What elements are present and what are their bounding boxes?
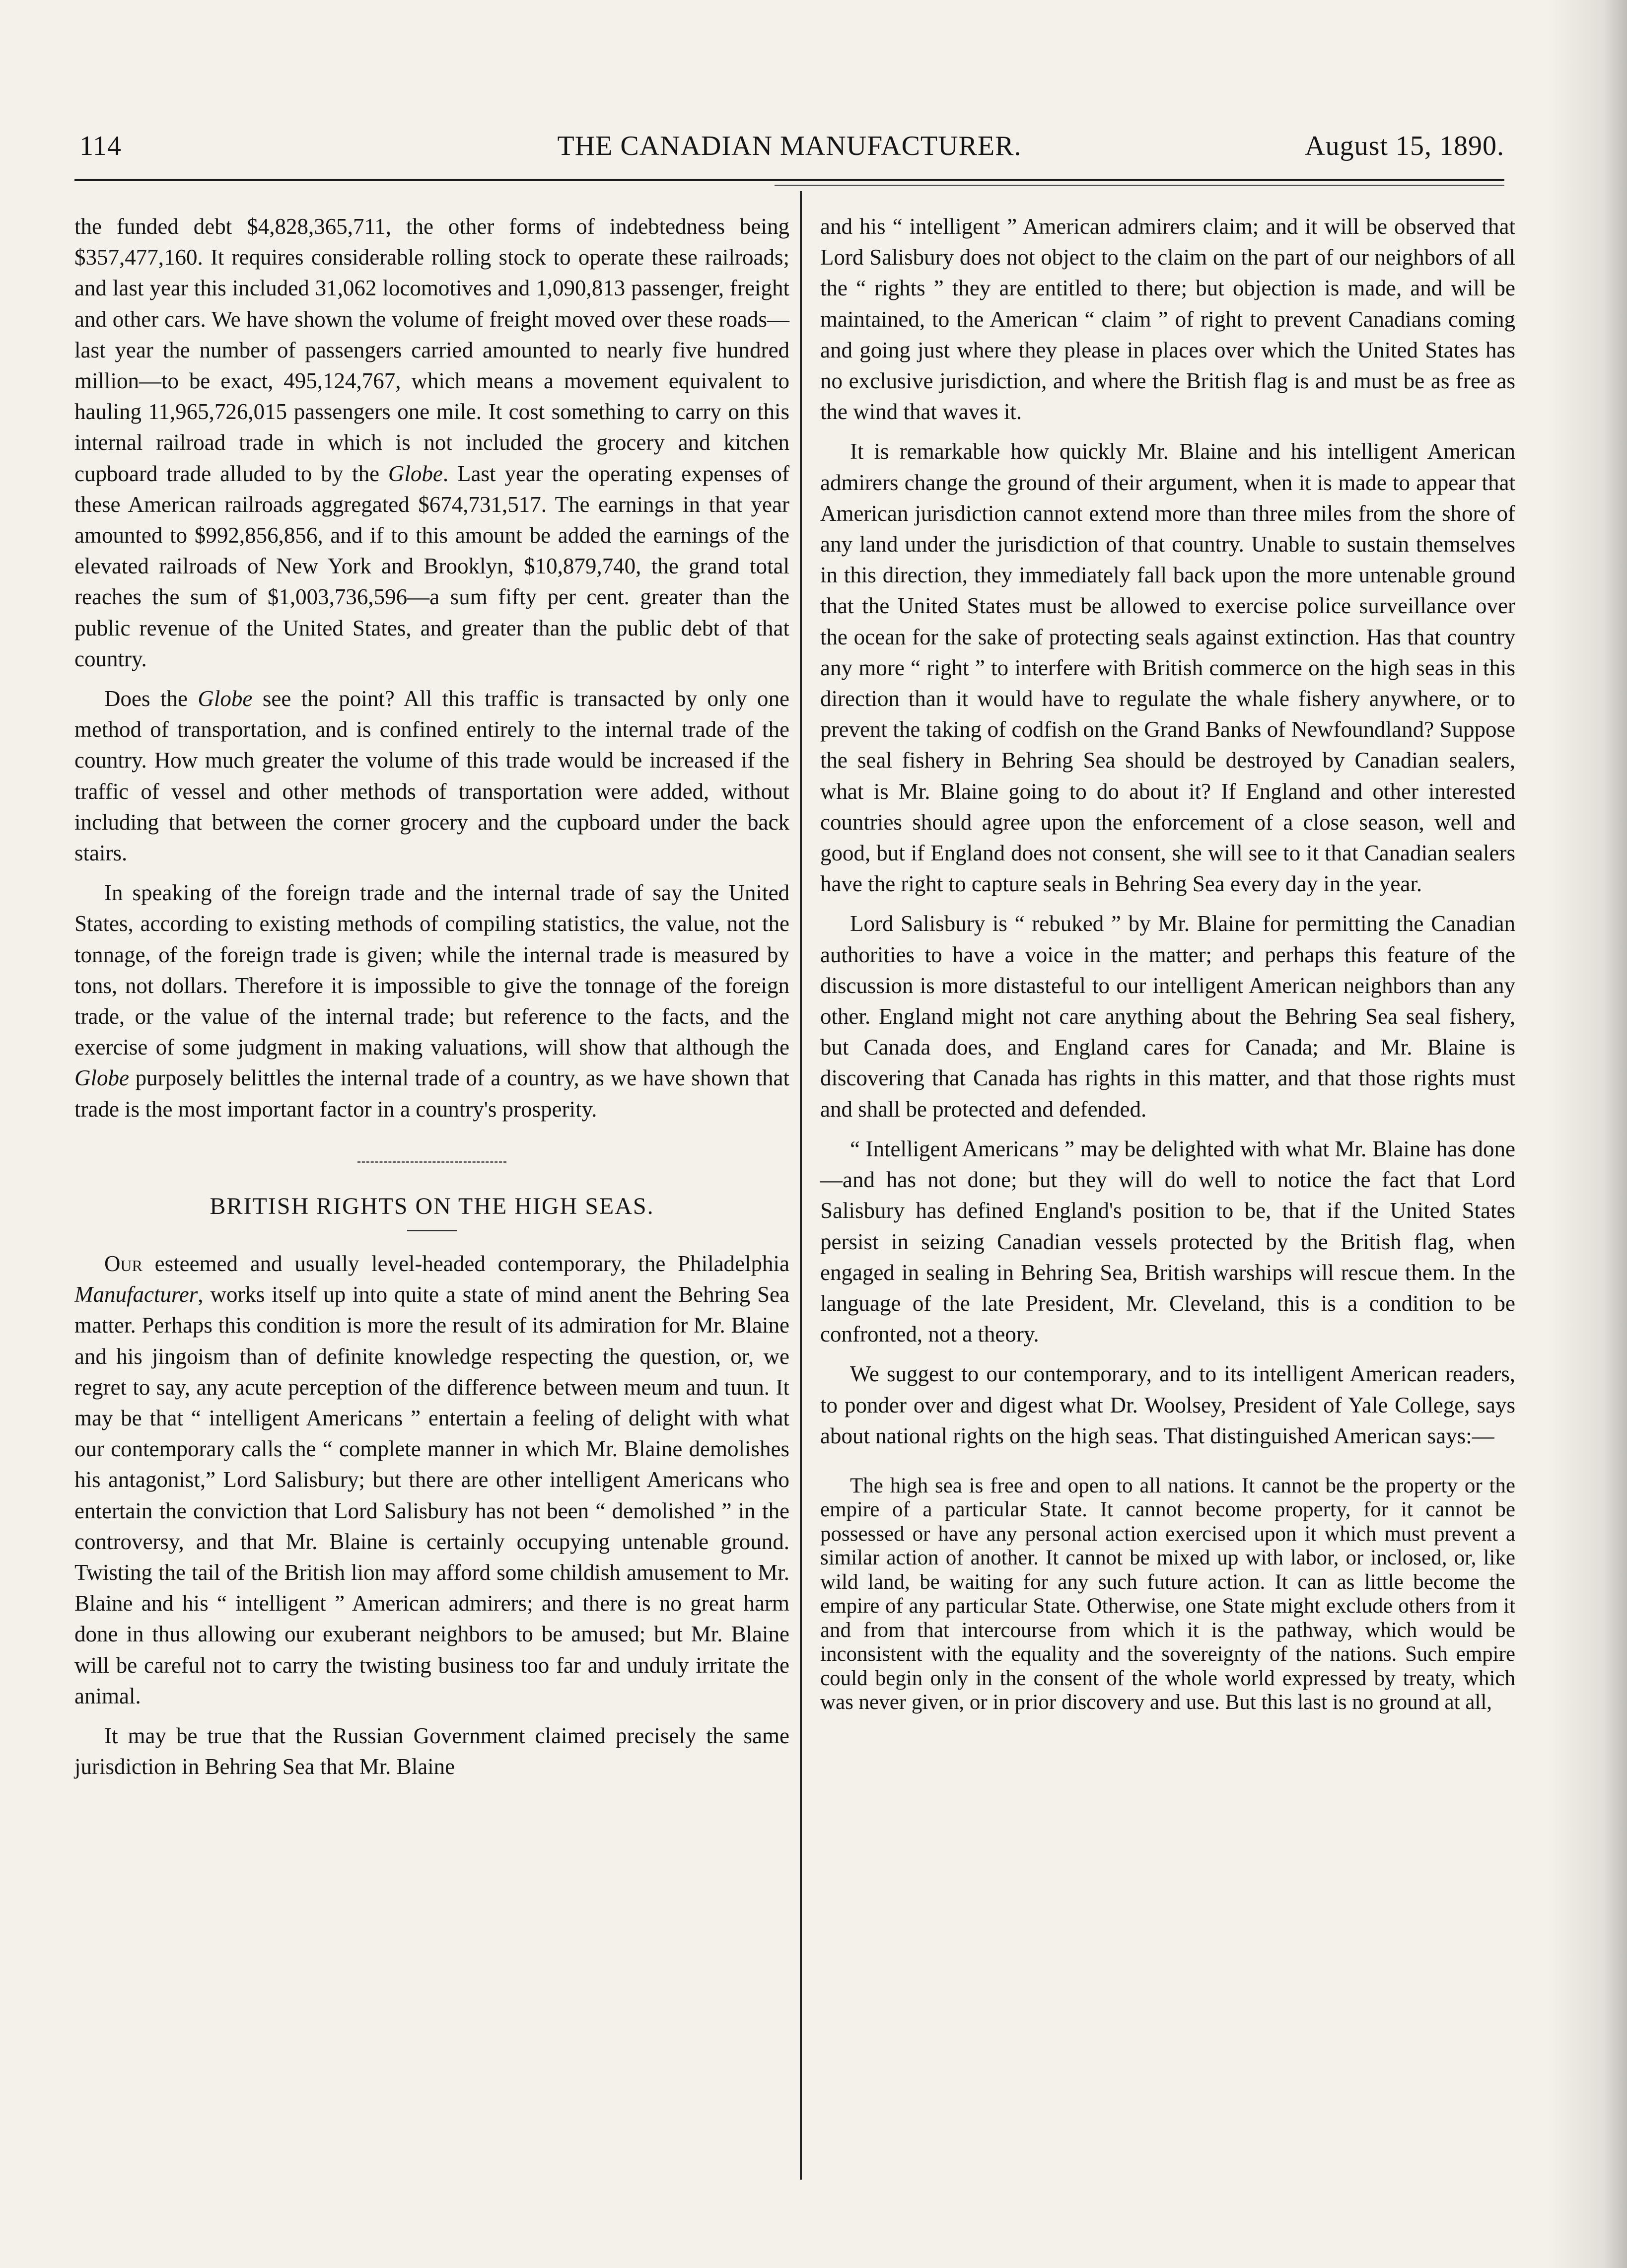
heading-rule	[407, 1230, 457, 1231]
header-rule	[74, 179, 1504, 181]
paragraph: We suggest to our contemporary, and to its intelligent American readers, to ponder over and digest what Dr. Woolsey, President of Yale College, says about national rights on the high seas. That distinguished American says:—	[820, 1361, 1515, 1448]
paragraph: It is remarkable how quickly Mr. Blaine and his intelligent American admirers change the ground of their argument, when it is made to appear that American jurisdiction cannot extend more than three miles from the shore of any land under the jurisdiction of that country. Unable to sustain themselves in this direction, they immediately fall back upon the more untenable ground that the United States must be allowed to exercise police surveillance over the ocean for the sake of protecting seals against extinction. Has that country any more “ right ” to interfere with British commerce on the high seas in this direction than it would have to regulate the whale fishery anywhere, or to prevent the taking of codfish on the Grand Banks of Newfoundland? Suppose the seal fishery in Behring Sea should be destroyed by Canadian sealers, what is Mr. Blaine going to do about it? If England and other interested countries should agree upon the enforcement of a close season, well and good, but if England does not consent, she will see to it that Canadian sealers have the right to capture seals in Behring Sea every day in the year.	[820, 439, 1515, 897]
paragraph: In speaking of the foreign trade and the internal trade of say the United States, according to existing methods of compiling statistics, the value, not the tonnage, of the foreign trade is given; while the internal trade is measured by tons, not dollars. Therefore it is impossible to give the tonnage of the foreign trade, or the value of the internal trade; but reference to the facts, and the exercise of some judgment in making valuations, will show that although the Globe purposely belittles the internal trade of a country, as we have shown that trade is the most important factor in a country's prosperity.	[74, 880, 789, 1122]
page-header	[74, 130, 1504, 175]
paragraph: Does the Globe see the point? All this traffic is transacted by only one method of transportation, and is confined entirely to the internal trade of the country. How much greater the volume of this trade would be increased if the traffic of vessel and other methods of transportation were added, without including that between the corner grocery and the cupboard under the back stairs.	[74, 686, 789, 866]
right-column	[820, 211, 1515, 1724]
paragraph: the funded debt $4,828,365,711, the other forms of indebtedness being $357,477,160. It requires considerable rolling stock to operate these railroads; and last year this included 31,062 locomotives and 1,090,813 passenger, freight and other cars. We have shown the volume of freight moved over these roads—last year the number of passengers carried amounted to nearly five hundred million—to be exact, 495,124,767, which means a movement equivalent to hauling 11,965,726,015 passengers one mile. It cost something to carry on this internal railroad trade in which is not included the grocery and kitchen cupboard trade alluded to by the Globe. Last year the operating expenses of these American railroads aggregated $674,731,517. The earnings in that year amounted to $992,856,856, and if to this amount be added the earnings of the elevated railroads of New York and Brooklyn, $10,879,740, the grand total reaches the sum of $1,003,736,596—a sum fifty per cent. greater than the public revenue of the United States, and greater than the public debt of that country.	[74, 214, 789, 671]
paragraph: Our esteemed and usually level-headed contemporary, the Philadelphia Manufacturer, works itself up into quite a state of mind anent the Behring Sea matter. Perhaps this condition is more the result of its admiration for Mr. Blaine and his jingoism than of definite knowledge respecting the question, or, we regret to say, any acute perception of the difference between meum and tuun. It may be that “ intelligent Americans ” entertain a feeling of delight with what our contemporary calls the “ complete manner in which Mr. Blaine demolishes his antagonist,” Lord Salisbury; but there are other intelligent Americans who entertain the conviction that Lord Salisbury has not been “ demolished ” in the controversy, and that Mr. Blaine is certainly occupying untenable ground. Twisting the tail of the British lion may afford some childish amusement to Mr. Blaine and his “ intelligent ” American admirers; and there is no great harm done in thus allowing our exuberant neighbors to be amused; but Mr. Blaine will be careful not to carry the twisting business too far and unduly irritate the animal.	[74, 1251, 789, 1708]
page-edge-shadow	[1548, 0, 1627, 2268]
column-divider	[800, 191, 802, 2180]
block-quote: The high sea is free and open to all nations. It cannot be the property or the empire of a particular State. It cannot become property, for it cannot be possessed or have any personal action exercised upon it which must prevent a similar action of another. It cannot be mixed up with labor, or inclosed, or, like wild land, be waiting for any such future action. It can as little become the empire of any particular State. Otherwise, one State might exclude others from it and from that intercourse from which it is the pathway, which would be inconsistent with the equality and the sovereignty of the nations. Such empire could begin only in the consent of the whole world expressed by treaty, which was never given, or in prior discovery and use. But this last is no ground at all,	[820, 1474, 1515, 1714]
left-column	[74, 211, 789, 1791]
paragraph: and his “ intelligent ” American admirers claim; and it will be observed that Lord Salisbury does not object to the claim on the part of our neighbors of all the “ rights ” they are entitled to there; but objection is made, and will be maintained, to the American “ claim ” of right to prevent Canadians coming and going just where they please in places over which the United States has no exclusive jurisdiction, and where the British flag is and must be as free as the wind that waves it.	[820, 214, 1515, 425]
section-heading: BRITISH RIGHTS ON THE HIGH SEAS.	[210, 1193, 654, 1219]
page-number: 114	[79, 131, 122, 161]
issue-date: August 15, 1890.	[1305, 131, 1504, 161]
header-rule-secondary	[775, 185, 1504, 186]
paragraph: Lord Salisbury is “ rebuked ” by Mr. Blaine for permitting the Canadian authorities to have a voice in the matter; and perhaps this feature of the discussion is more distasteful to our intelligent American neighbors than any other. England might not care anything about the Behring Sea seal fishery, but Canada does, and England cares for Canada; and Mr. Blaine is discovering that Canada has rights in this matter, and that those rights must and shall be protected and defended.	[820, 911, 1515, 1122]
publication-title: THE CANADIAN MANUFACTURER.	[557, 131, 1022, 161]
section-divider	[357, 1161, 506, 1163]
paragraph: It may be true that the Russian Government claimed precisely the same jurisdiction in Behring Sea that Mr. Blaine	[74, 1723, 789, 1779]
paragraph: “ Intelligent Americans ” may be delighted with what Mr. Blaine has done—and has not done; but they will do well to notice the fact that Lord Salisbury has defined England's position to be, that if the United States persist in seizing Canadian vessels protected by the British flag, when engaged in sealing in Behring Sea, British warships will rescue them. In the language of the late President, Mr. Cleveland, this is a condition to be confronted, not a theory.	[820, 1136, 1515, 1347]
